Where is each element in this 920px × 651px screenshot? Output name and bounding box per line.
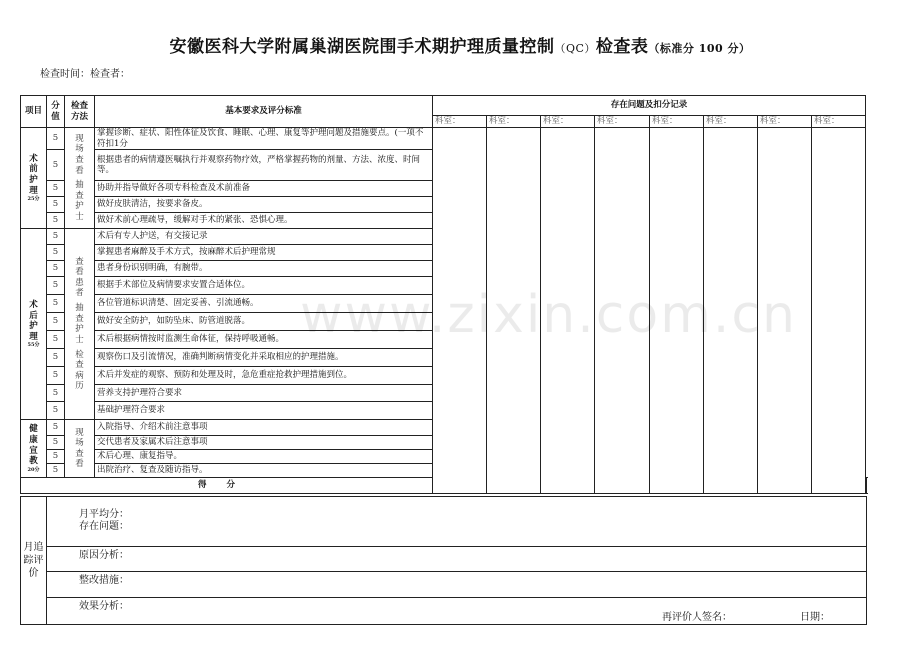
method-label: 抽查护士	[75, 303, 84, 345]
requirement-text: 根据手术部位及病情要求安置合适体位。	[95, 277, 433, 295]
method-label: 抽查护士	[75, 180, 84, 222]
section-category	[21, 420, 47, 478]
dept-header: 科室：	[541, 116, 595, 128]
requirement-text: 患者身份识别明确，有腕带。	[95, 261, 433, 277]
tracking-table	[20, 496, 867, 625]
dept-header: 科室：	[595, 116, 650, 128]
table-row	[21, 128, 867, 150]
dept-header: 科室：	[758, 116, 812, 128]
row-score: 5	[47, 277, 65, 295]
row-score: 5	[47, 436, 65, 450]
row-score: 5	[47, 385, 65, 402]
row-score: 5	[47, 464, 65, 478]
section-points: 25分	[27, 196, 40, 203]
row-score: 5	[47, 181, 65, 197]
section-method	[65, 229, 95, 420]
dept-header: 科室：	[812, 116, 866, 128]
requirement-text: 基础护理符合要求	[95, 402, 433, 420]
check-meta: 检查时间：检查者：	[40, 69, 130, 80]
row-score: 5	[47, 197, 65, 213]
row-score: 5	[47, 213, 65, 229]
method-label: 现场查看	[75, 427, 84, 470]
header-score: 分值	[47, 96, 65, 128]
total-label: 得分	[21, 478, 433, 494]
rectification-label: 整改措施：	[47, 572, 867, 598]
requirement-text: 掌握诊断、症状、阳性体征及饮食、睡眠、心理、康复等护理问题及措施要点。(一项不符扣1分	[95, 128, 433, 150]
row-score: 5	[47, 261, 65, 277]
row-score: 5	[47, 150, 65, 181]
requirement-text: 入院指导、介绍术前注意事项	[95, 420, 433, 436]
title-qc: （QC）	[554, 42, 596, 55]
row-score: 5	[47, 349, 65, 367]
method-label: 现场查看	[75, 133, 84, 176]
section-method	[65, 128, 95, 229]
requirement-text: 做好术前心理疏导，缓解对手术的紧张、恐惧心理。	[95, 213, 433, 229]
monthly-average-label: 月平均分：	[79, 509, 129, 520]
date-label: 日期：	[800, 612, 830, 623]
header-records: 存在问题及扣分记录	[433, 96, 866, 116]
requirement-text: 观察伤口及引流情况，准确判断病情变化并采取相应的护理措施。	[95, 349, 433, 367]
section-name: 术前护理	[29, 153, 38, 196]
requirement-text: 交代患者及家属术后注意事项	[95, 436, 433, 450]
row-score: 5	[47, 295, 65, 313]
issues-label: 存在问题：	[79, 521, 129, 532]
dept-header: 科室：	[650, 116, 704, 128]
header-requirements: 基本要求及评分标准	[95, 96, 433, 128]
requirement-text: 术后根据病情按时监测生命体征，保持呼吸通畅。	[95, 331, 433, 349]
reviewer-signature-label: 再评价人签名：	[662, 612, 732, 623]
section-points: 20分	[27, 466, 40, 473]
header-item: 项目	[21, 96, 47, 128]
title-suffix: 检查表	[595, 37, 649, 57]
requirement-text: 术后并发症的观察、预防和处理及时，急危重症抢救护理措施到位。	[95, 367, 433, 385]
requirement-text: 各位管道标识清楚、固定妥善、引流通畅。	[95, 295, 433, 313]
section-name: 术后护理	[29, 299, 38, 342]
effect-analysis-label: 效果分析：	[47, 598, 867, 625]
requirement-text: 做好皮肤清洁，按要求备皮。	[95, 197, 433, 213]
section-method	[65, 420, 95, 478]
requirement-text: 术后心理、康复指导。	[95, 450, 433, 464]
row-score: 5	[47, 367, 65, 385]
dept-header: 科室：	[433, 116, 487, 128]
watermark: www.zixin.com.cn	[300, 285, 797, 345]
row-score: 5	[47, 128, 65, 150]
dept-record-cell	[812, 128, 866, 494]
row-score: 5	[47, 420, 65, 436]
tracking-block	[47, 497, 867, 547]
title-main: 安徽医科大学附属巢湖医院围手术期护理质量控制	[169, 37, 555, 57]
section-category	[21, 229, 47, 420]
requirement-text: 术后有专人护送，有交接记录	[95, 229, 433, 245]
requirement-text: 协助并指导做好各项专科检查及术前准备	[95, 181, 433, 197]
requirement-text: 做好安全防护，如防坠床、防管道脱落。	[95, 313, 433, 331]
title-standard: （标准分 100 分）	[648, 42, 751, 55]
header-method: 检查方法	[65, 96, 95, 128]
row-score: 5	[47, 402, 65, 420]
row-score: 5	[47, 313, 65, 331]
row-score: 5	[47, 229, 65, 245]
method-label: 查看患者	[75, 256, 84, 299]
requirement-text: 掌握患者麻醉及手术方式，按麻醉术后护理常规	[95, 245, 433, 261]
section-category	[21, 128, 47, 229]
section-points: 55分	[27, 342, 40, 349]
row-score: 5	[47, 450, 65, 464]
requirement-text: 根据患者的病情遵医嘱执行并观察药物疗效，严格掌握药物的剂量、方法、浓度、时间等。	[95, 150, 433, 181]
row-score: 5	[47, 245, 65, 261]
page-title	[0, 32, 920, 57]
dept-header: 科室：	[487, 116, 541, 128]
section-name: 健康宣教	[29, 424, 38, 467]
cause-analysis-label: 原因分析：	[47, 547, 867, 572]
row-score: 5	[47, 331, 65, 349]
dept-header: 科室：	[704, 116, 758, 128]
tracking-label: 月追踪评价	[21, 497, 47, 625]
method-label: 检查病历	[75, 349, 84, 392]
requirement-text: 出院治疗、复查及随访指导。	[95, 464, 433, 478]
requirement-text: 营养支持护理符合要求	[95, 385, 433, 402]
